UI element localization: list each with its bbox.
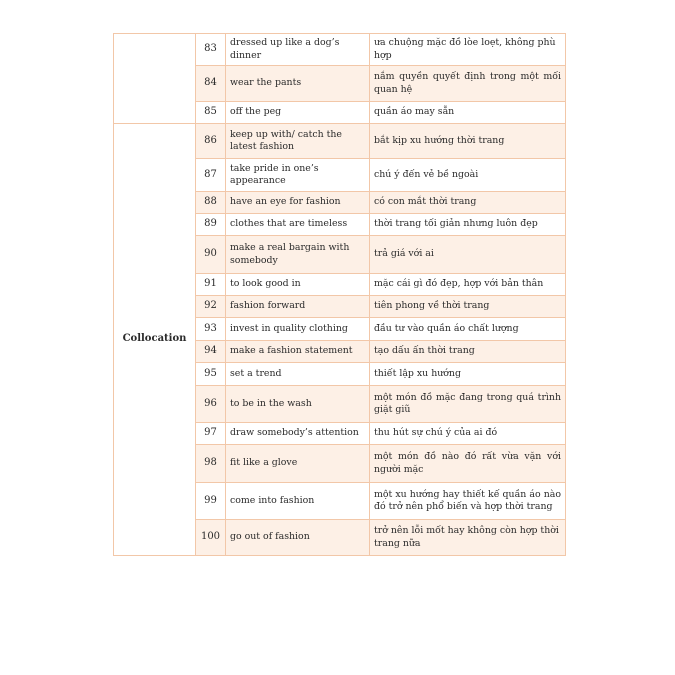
vietnamese-meaning: tạo dấu ấn thời trang	[370, 341, 566, 363]
row-number: 99	[196, 483, 226, 520]
vietnamese-meaning: chú ý đến vẻ bề ngoài	[370, 159, 566, 192]
vietnamese-meaning: nắm quyền quyết định trong một mối quan hệ	[370, 66, 566, 102]
row-number: 85	[196, 102, 226, 124]
english-phrase: draw somebody’s attention	[226, 423, 370, 445]
row-number: 100	[196, 520, 226, 556]
row-number: 95	[196, 363, 226, 386]
vietnamese-meaning: một món đồ mặc đang trong quá trình giặt giũ	[370, 386, 566, 423]
english-phrase: wear the pants	[226, 66, 370, 102]
row-number: 92	[196, 296, 226, 318]
vietnamese-meaning: đầu tư vào quần áo chất lượng	[370, 318, 566, 341]
english-phrase: make a real bargain with somebody	[226, 236, 370, 274]
vietnamese-meaning: thời trang tối giản nhưng luôn đẹp	[370, 214, 566, 236]
row-number: 97	[196, 423, 226, 445]
vietnamese-meaning: thiết lập xu hướng	[370, 363, 566, 386]
vietnamese-meaning: có con mắt thời trang	[370, 192, 566, 214]
vietnamese-meaning: trở nên lỗi mốt hay không còn hợp thời trang nữa	[370, 520, 566, 556]
english-phrase: make a fashion statement	[226, 341, 370, 363]
group-label-cell	[114, 34, 196, 124]
english-phrase: to be in the wash	[226, 386, 370, 423]
english-phrase: off the peg	[226, 102, 370, 124]
vietnamese-meaning: tiên phong về thời trang	[370, 296, 566, 318]
english-phrase: take pride in one’s appearance	[226, 159, 370, 192]
english-phrase: fit like a glove	[226, 445, 370, 483]
english-phrase: set a trend	[226, 363, 370, 386]
table-row	[114, 34, 566, 66]
english-phrase: clothes that are timeless	[226, 214, 370, 236]
row-number: 88	[196, 192, 226, 214]
row-number: 91	[196, 274, 226, 296]
vietnamese-meaning: mặc cái gì đó đẹp, hợp với bản thân	[370, 274, 566, 296]
row-number: 96	[196, 386, 226, 423]
group-label-cell: Collocation	[114, 124, 196, 556]
table-row	[114, 124, 566, 159]
english-phrase: dressed up like a dog’s dinner	[226, 34, 370, 66]
row-number: 84	[196, 66, 226, 102]
english-phrase: invest in quality clothing	[226, 318, 370, 341]
english-phrase: to look good in	[226, 274, 370, 296]
english-phrase: have an eye for fashion	[226, 192, 370, 214]
vietnamese-meaning: ưa chuộng mặc đồ lòe loẹt, không phù hợp	[370, 34, 566, 66]
english-phrase: keep up with/ catch the latest fashion	[226, 124, 370, 159]
english-phrase: go out of fashion	[226, 520, 370, 556]
english-phrase: fashion forward	[226, 296, 370, 318]
row-number: 83	[196, 34, 226, 66]
row-number: 90	[196, 236, 226, 274]
english-phrase: come into fashion	[226, 483, 370, 520]
row-number: 87	[196, 159, 226, 192]
vietnamese-meaning: trả giá với ai	[370, 236, 566, 274]
vietnamese-meaning: thu hút sự chú ý của ai đó	[370, 423, 566, 445]
row-number: 94	[196, 341, 226, 363]
vietnamese-meaning: quần áo may sẵn	[370, 102, 566, 124]
row-number: 89	[196, 214, 226, 236]
row-number: 86	[196, 124, 226, 159]
vietnamese-meaning: một món đồ nào đó rất vừa vặn với người mặc	[370, 445, 566, 483]
vocabulary-table-body	[114, 34, 566, 556]
vocabulary-table	[113, 33, 566, 556]
row-number: 93	[196, 318, 226, 341]
vietnamese-meaning: bắt kịp xu hướng thời trang	[370, 124, 566, 159]
row-number: 98	[196, 445, 226, 483]
vietnamese-meaning: một xu hướng hay thiết kế quần áo nào đó trở nên phổ biến và hợp thời trang	[370, 483, 566, 520]
